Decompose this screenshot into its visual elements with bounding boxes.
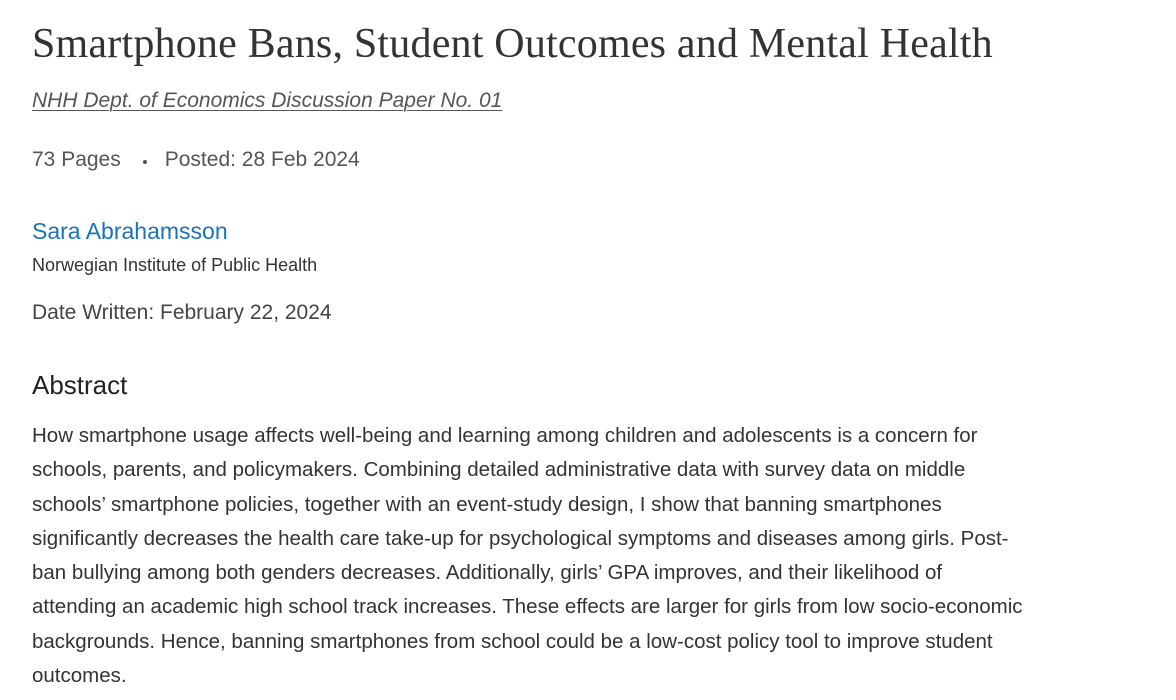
abstract-line: significantly decreases the health care take-up for psychological symptoms and diseases among girls. Post-: [32, 526, 1009, 550]
abstract-line: attending an academic high school track increases. These effects are larger for girls from low socio-economic: [32, 595, 1023, 619]
paper-meta: [32, 146, 360, 174]
author-affiliation: Norwegian Institute of Public Health: [32, 255, 318, 275]
author-link[interactable]: Sara Abrahamsson: [32, 218, 228, 244]
abstract-line: outcomes.: [32, 664, 127, 688]
date-written: Date Written: February 22, 2024: [32, 301, 332, 324]
abstract-line: schools’ smartphone policies, together with an event-study design, I show that banning smartphones: [32, 492, 942, 516]
abstract-line: ban bullying among both genders decreases. Additionally, girls’ GPA improves, and their likelihood of: [32, 561, 943, 585]
paper-title: Smartphone Bans, Student Outcomes and Mental Health: [32, 21, 993, 67]
abstract-line: backgrounds. Hence, banning smartphones from school could be a low-cost policy tool to improve student: [32, 629, 993, 653]
abstract-body: [32, 419, 1148, 693]
separator-dot: [143, 160, 147, 164]
abstract-line: schools, parents, and policymakers. Combining detailed administrative data with survey data on middle: [32, 458, 966, 482]
page-count: 73 Pages: [32, 148, 121, 171]
series-link[interactable]: NHH Dept. of Economics Discussion Paper No. 01: [32, 89, 503, 112]
abstract-heading: Abstract: [32, 370, 128, 400]
posted-date: Posted: 28 Feb 2024: [164, 148, 360, 171]
abstract-line: How smartphone usage affects well-being and learning among children and adolescents is a concern for: [32, 424, 978, 447]
